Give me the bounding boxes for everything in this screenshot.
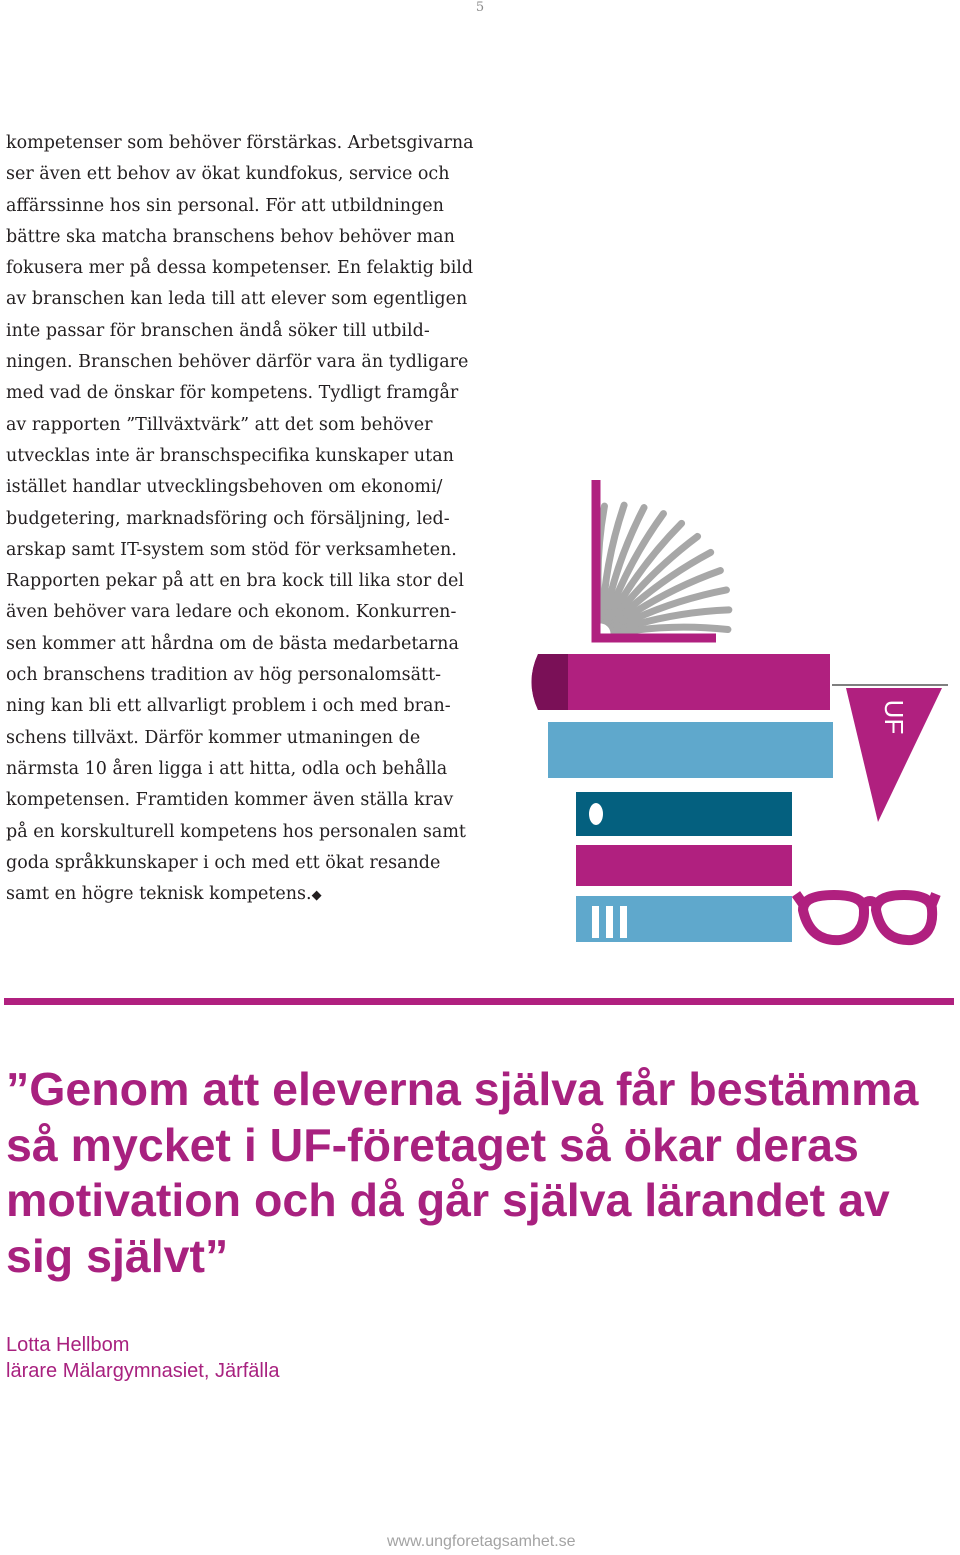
body-line: fokusera mer på dessa kompetenser. En felaktig bild: [6, 258, 474, 279]
body-line: med vad de önskar för kompetens. Tydligt framgår: [6, 383, 459, 404]
quote-line: motivation och då går själva lärandet av: [6, 1174, 890, 1226]
quote-attribution: [6, 1332, 279, 1384]
body-line: ser även ett behov av ökat kundfokus, service och: [6, 164, 450, 185]
quote-line: sig självt”: [6, 1229, 229, 1282]
quote-line: ”Genom att eleverna själva får bestämma: [6, 1063, 919, 1115]
body-line: närmsta 10 åren ligga i att hitta, odla och behålla: [6, 758, 448, 779]
body-line-text: samt en högre teknisk kompetens.: [6, 884, 312, 905]
section-divider: [4, 998, 954, 1005]
body-line: inte passar för branschen ändå söker till utbild-: [6, 320, 430, 341]
body-line: även behöver vara ledare och ekonom. Konkurren-: [6, 602, 457, 623]
body-line: ning kan bli ett allvarligt problem i och med bran-: [6, 696, 451, 717]
body-line: kompetenser som behöver förstärkas. Arbetsgivarna: [6, 133, 474, 153]
body-line: av rapporten ”Tillväxtvärk” att det som behöver: [6, 414, 433, 435]
body-line-last: [6, 879, 486, 911]
quote-line: så mycket i UF-företaget så ökar deras: [6, 1118, 859, 1171]
body-line: ningen. Branschen behöver därför vara än tydligare: [6, 352, 469, 373]
body-line: affärssinne hos sin personal. För att utbildningen: [6, 195, 444, 216]
body-line: bättre ska matcha branschens behov behöver man: [6, 226, 455, 247]
body-line: arskap samt IT-system som stöd för verksamheten.: [6, 539, 457, 560]
pennant-icon: [832, 685, 948, 822]
body-line: istället handlar utvecklingsbehoven om ekonomi/: [6, 477, 443, 498]
body-line: Rapporten pekar på att en bra kock till lika stor del: [6, 571, 464, 592]
pennant-label: UF: [879, 699, 910, 735]
page-number: 5: [475, 0, 485, 15]
body-line: utvecklas inte är branschspecifika kunskaper utan: [6, 445, 454, 466]
attribution-role: lärare Mälargymnasiet, Järfälla: [6, 1360, 280, 1382]
body-text: [6, 128, 486, 911]
footer-url[interactable]: www.ungforetagsamhet.se: [387, 1533, 576, 1550]
body-line: på en korskulturell kompetens hos personalen samt: [6, 821, 466, 842]
body-line: av branschen kan leda till att elever som egentligen: [6, 289, 468, 310]
body-line: sen kommer att hårdna om de bästa medarbetarna: [6, 633, 459, 654]
open-book-icon: [596, 480, 729, 638]
book-stack-icon: [532, 654, 834, 942]
end-mark-icon: ◆: [311, 888, 322, 904]
body-line: och branschens tradition av hög personalomsätt-: [6, 665, 442, 686]
body-line: schens tillväxt. Därför kommer utmaningen de: [6, 727, 421, 748]
body-line: kompetensen. Framtiden kommer även ställa krav: [6, 790, 454, 811]
pull-quote: [6, 1062, 951, 1284]
books-illustration: [520, 470, 960, 950]
book-page: [614, 627, 728, 633]
body-line: goda språkkunskaper i och med ett ökat resande: [6, 852, 441, 873]
attribution-name: Lotta Hellbom: [6, 1334, 130, 1356]
glasses-icon: [796, 894, 936, 940]
body-line: budgetering, marknadsföring och försäljning, led-: [6, 508, 450, 529]
